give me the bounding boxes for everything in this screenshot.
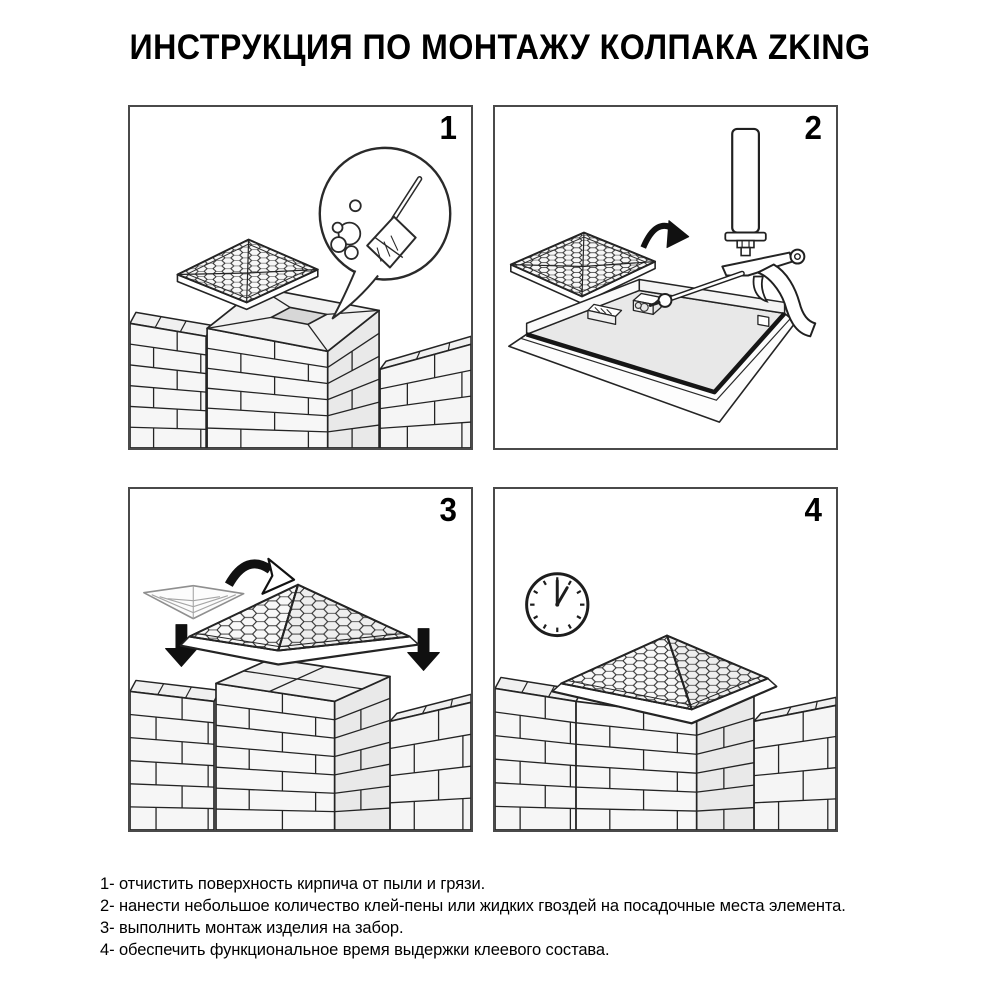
step-1-illustration [130,107,471,448]
step-4-illustration [495,489,836,830]
step-number-1: 1 [439,109,457,146]
brick-pillar [207,287,379,448]
step-number-4: 4 [804,491,822,528]
flip-arrow-icon [229,559,294,594]
step-text-1: 1- отчистить поверхность кирпича от пыли и грязи. [100,875,486,893]
steps-list [100,873,960,961]
step-number-2: 2 [804,109,822,146]
cap-underside-tray [509,279,796,422]
brick-pillar [216,659,390,830]
step-3-illustration [130,489,471,830]
step-panel-1 [128,105,473,450]
step-2-illustration [495,107,836,448]
cleaning-callout-bubble [320,148,450,319]
foam-canister [725,129,766,256]
flip-arrow-icon [643,221,688,248]
step-text-4: 4- обеспечить функциональное время выдержки клеевого состава. [100,941,610,959]
clock-icon [527,574,588,636]
step-panel-4 [493,487,838,832]
step-panel-2 [493,105,838,450]
step-panel-3 [128,487,473,832]
step-text-2: 2- нанести небольшое количество клей-пены или жидких гвоздей на посадочные места элемента. [100,897,846,915]
step-text-3: 3- выполнить монтаж изделия на забор. [100,919,404,937]
cap-underside-ghost [144,586,244,619]
page-title: ИНСТРУКЦИЯ ПО МОНТАЖУ КОЛПАКА ZKING [129,28,871,67]
step-number-3: 3 [439,491,457,528]
